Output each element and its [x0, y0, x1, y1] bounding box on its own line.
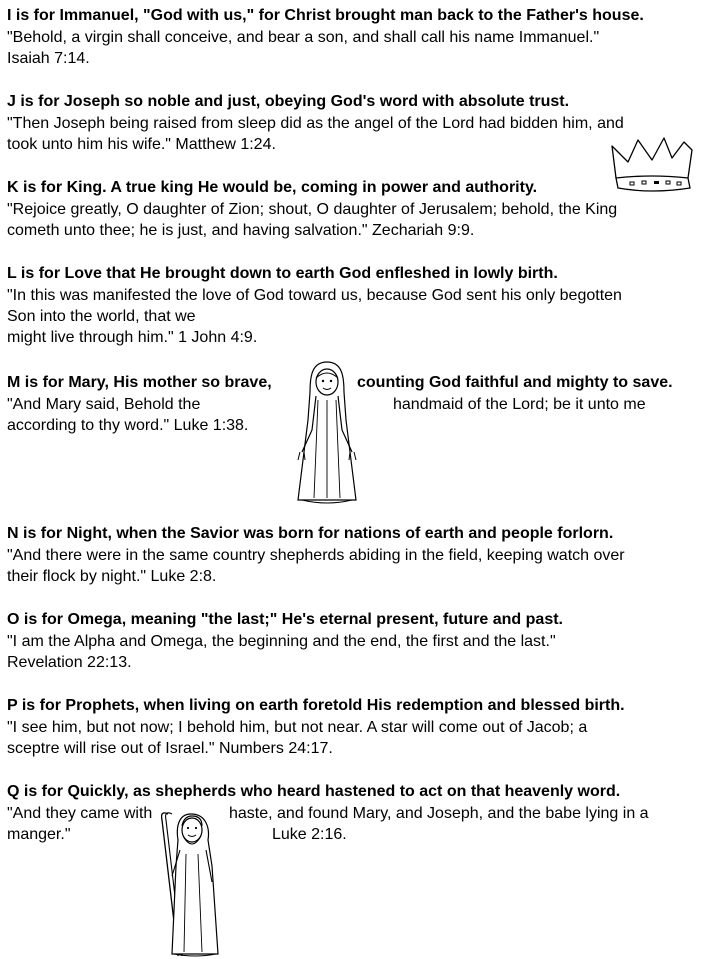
quote-k-line2: cometh unto thee; he is just, and having salvation." Zechariah 9:9. [7, 222, 475, 239]
quote-o-line2: Revelation 22:13. [7, 654, 132, 671]
quote-q-line2-part1: manger." [7, 826, 71, 843]
quote-m-line1-part1: "And Mary said, Behold the [7, 396, 201, 413]
quote-n-line1: "And there were in the same country shepherds abiding in the field, keeping watch over [7, 547, 625, 564]
quote-o-line1: "I am the Alpha and Omega, the beginning and the end, the first and the last." [7, 633, 556, 650]
heading-j: J is for Joseph so noble and just, obeying God's word with absolute trust. [7, 93, 570, 110]
shepherd-figure-icon [150, 806, 232, 958]
quote-j-line2: took unto him his wife." Matthew 1:24. [7, 136, 276, 153]
heading-p: P is for Prophets, when living on earth foretold His redemption and blessed birth. [7, 697, 625, 714]
heading-l: L is for Love that He brought down to earth God enfleshed in lowly birth. [7, 265, 558, 282]
quote-n-line2: their flock by night." Luke 2:8. [7, 568, 217, 585]
quote-p-line1: "I see him, but not now; I behold him, but not near. A star will come out of Jacob; a [7, 719, 588, 736]
crown-icon [608, 136, 700, 196]
quote-k-line1: "Rejoice greatly, O daughter of Zion; shout, O daughter of Jerusalem; behold, the King [7, 201, 618, 218]
heading-k: K is for King. A true king He would be, coming in power and authority. [7, 179, 538, 196]
heading-q: Q is for Quickly, as shepherds who heard hastened to act on that heavenly word. [7, 783, 621, 800]
quote-j-line1: "Then Joseph being raised from sleep did as the angel of the Lord had bidden him, and [7, 115, 624, 132]
quote-q-line1-part2: haste, and found Mary, and Joseph, and the babe lying in a [229, 805, 649, 822]
heading-n: N is for Night, when the Savior was born for nations of earth and people forlorn. [7, 525, 614, 542]
quote-l-line1: "In this was manifested the love of God toward us, because God sent his only begotten [7, 287, 622, 304]
quote-l-line2: Son into the world, that we [7, 308, 196, 325]
heading-m-part2: counting God faithful and mighty to save. [357, 374, 673, 391]
quote-q-line1-part1: "And they came with [7, 805, 153, 822]
heading-i: I is for Immanuel, "God with us," for Christ brought man back to the Father's house. [7, 7, 644, 24]
quote-m-line1-part2: handmaid of the Lord; be it unto me [393, 396, 646, 413]
quote-q-line2-part2: Luke 2:16. [272, 826, 347, 843]
quote-p-line2: sceptre will rise out of Israel." Numbers 24:17. [7, 740, 333, 757]
quote-l-line3: might live through him." 1 John 4:9. [7, 329, 258, 346]
mary-figure-icon [288, 360, 366, 506]
quote-m-line2: according to thy word." Luke 1:38. [7, 417, 249, 434]
heading-o: O is for Omega, meaning "the last;" He's eternal present, future and past. [7, 611, 563, 628]
heading-m-part1: M is for Mary, His mother so brave, [7, 374, 272, 391]
quote-i-line1: "Behold, a virgin shall conceive, and bear a son, and shall call his name Immanuel." [7, 29, 600, 46]
quote-i-line2: Isaiah 7:14. [7, 50, 90, 67]
